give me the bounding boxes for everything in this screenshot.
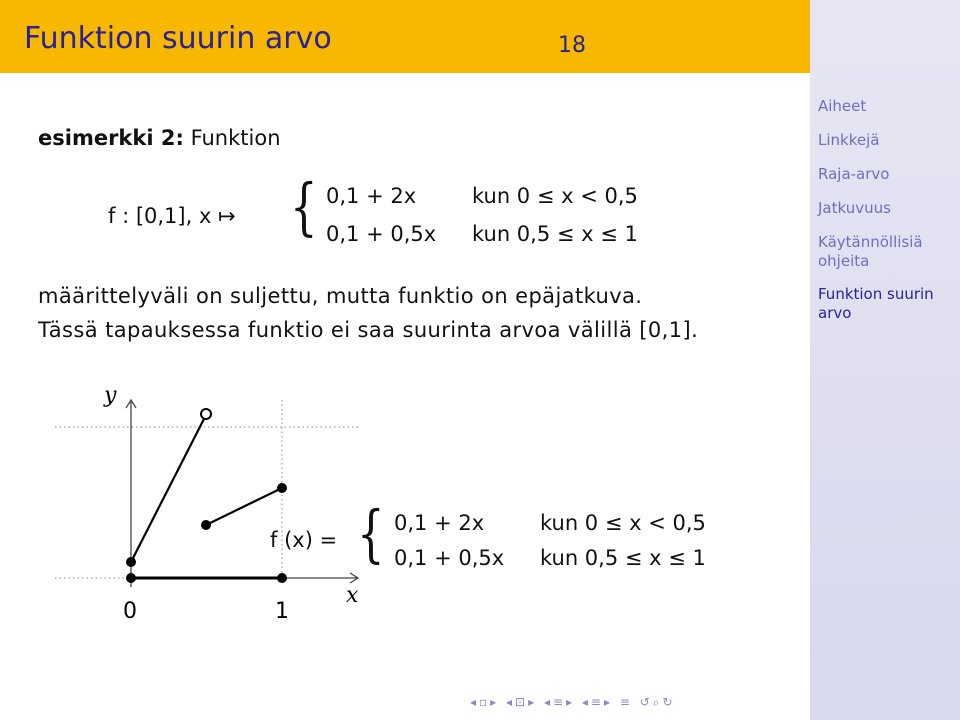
- graph-case1-cond: kun 0 ≤ x < 0,5: [540, 511, 706, 535]
- tick-label-1: 1: [275, 599, 289, 624]
- graph-brace: {: [357, 497, 385, 570]
- graph-case2-cond: kun 0,5 ≤ x ≤ 1: [540, 546, 706, 570]
- piece-1-open-endpoint: [201, 409, 211, 419]
- piece-2-line: [206, 488, 282, 525]
- beamer-navigation-bar[interactable]: [470, 695, 810, 715]
- piece-1-line: [131, 415, 206, 562]
- nav-align-icon[interactable]: ≡: [619, 695, 633, 709]
- piece-2-start-point: [201, 520, 211, 530]
- nav-search-icon[interactable]: ↺⌕↻: [639, 695, 676, 709]
- sidebar-item-funktion-suurin-arvo[interactable]: Funktion suurin arvo: [818, 285, 934, 322]
- nav-frame-icon[interactable]: ◂⊡▸: [506, 695, 538, 709]
- example-label: esimerkki 2:: [38, 126, 184, 150]
- header-bar: [0, 0, 810, 73]
- sidebar-item-aiheet[interactable]: Aiheet: [818, 97, 867, 115]
- sidebar-item-raja-arvo[interactable]: Raja-arvo: [818, 165, 890, 183]
- sidebar-item-jatkuvuus[interactable]: Jatkuvuus: [818, 199, 891, 217]
- graph-case1-expr: 0,1 + 2x: [394, 511, 485, 535]
- example-heading: [38, 126, 281, 150]
- nav-section-icon[interactable]: ◂≡▸: [581, 695, 613, 709]
- piece-1-start-point: [126, 557, 136, 567]
- page-title: Funktion suurin arvo: [24, 21, 332, 56]
- x-axis-label: x: [346, 583, 359, 608]
- definition-brace: {: [290, 170, 318, 243]
- nav-subsection-icon[interactable]: ◂≡▸: [543, 695, 576, 709]
- y-axis-label: y: [104, 383, 117, 408]
- example-text: Funktion: [190, 126, 281, 150]
- definition-case2-cond: kun 0,5 ≤ x ≤ 1: [472, 222, 638, 246]
- definition-case1-cond: kun 0 ≤ x < 0,5: [472, 184, 638, 208]
- sidebar-item-kaytannollisia-ohjeita[interactable]: Käytännöllisiä ohjeita: [818, 233, 923, 270]
- definition-case1-expr: 0,1 + 2x: [326, 184, 417, 208]
- page-number: 18: [558, 33, 586, 58]
- graph-fx-label: f (x) =: [270, 528, 338, 552]
- explanation-line-1: määrittelyväli on suljettu, mutta funktio on epäjatkuva.: [38, 284, 643, 308]
- piece-2-end-point: [277, 483, 287, 493]
- graph-case2-expr: 0,1 + 0,5x: [394, 546, 505, 570]
- nav-first-icon[interactable]: ◂▫▸: [470, 695, 500, 709]
- sidebar-item-linkkeja[interactable]: Linkkejä: [818, 131, 880, 149]
- domain-end-point: [277, 573, 287, 583]
- definition-lhs: f : [0,1], x ↦: [108, 204, 236, 228]
- tick-label-0: 0: [123, 599, 137, 624]
- definition-case2-expr: 0,1 + 0,5x: [326, 222, 437, 246]
- domain-start-point: [126, 573, 136, 583]
- explanation-line-2: Tässä tapauksessa funktio ei saa suurinta arvoa välillä [0,1].: [38, 318, 699, 342]
